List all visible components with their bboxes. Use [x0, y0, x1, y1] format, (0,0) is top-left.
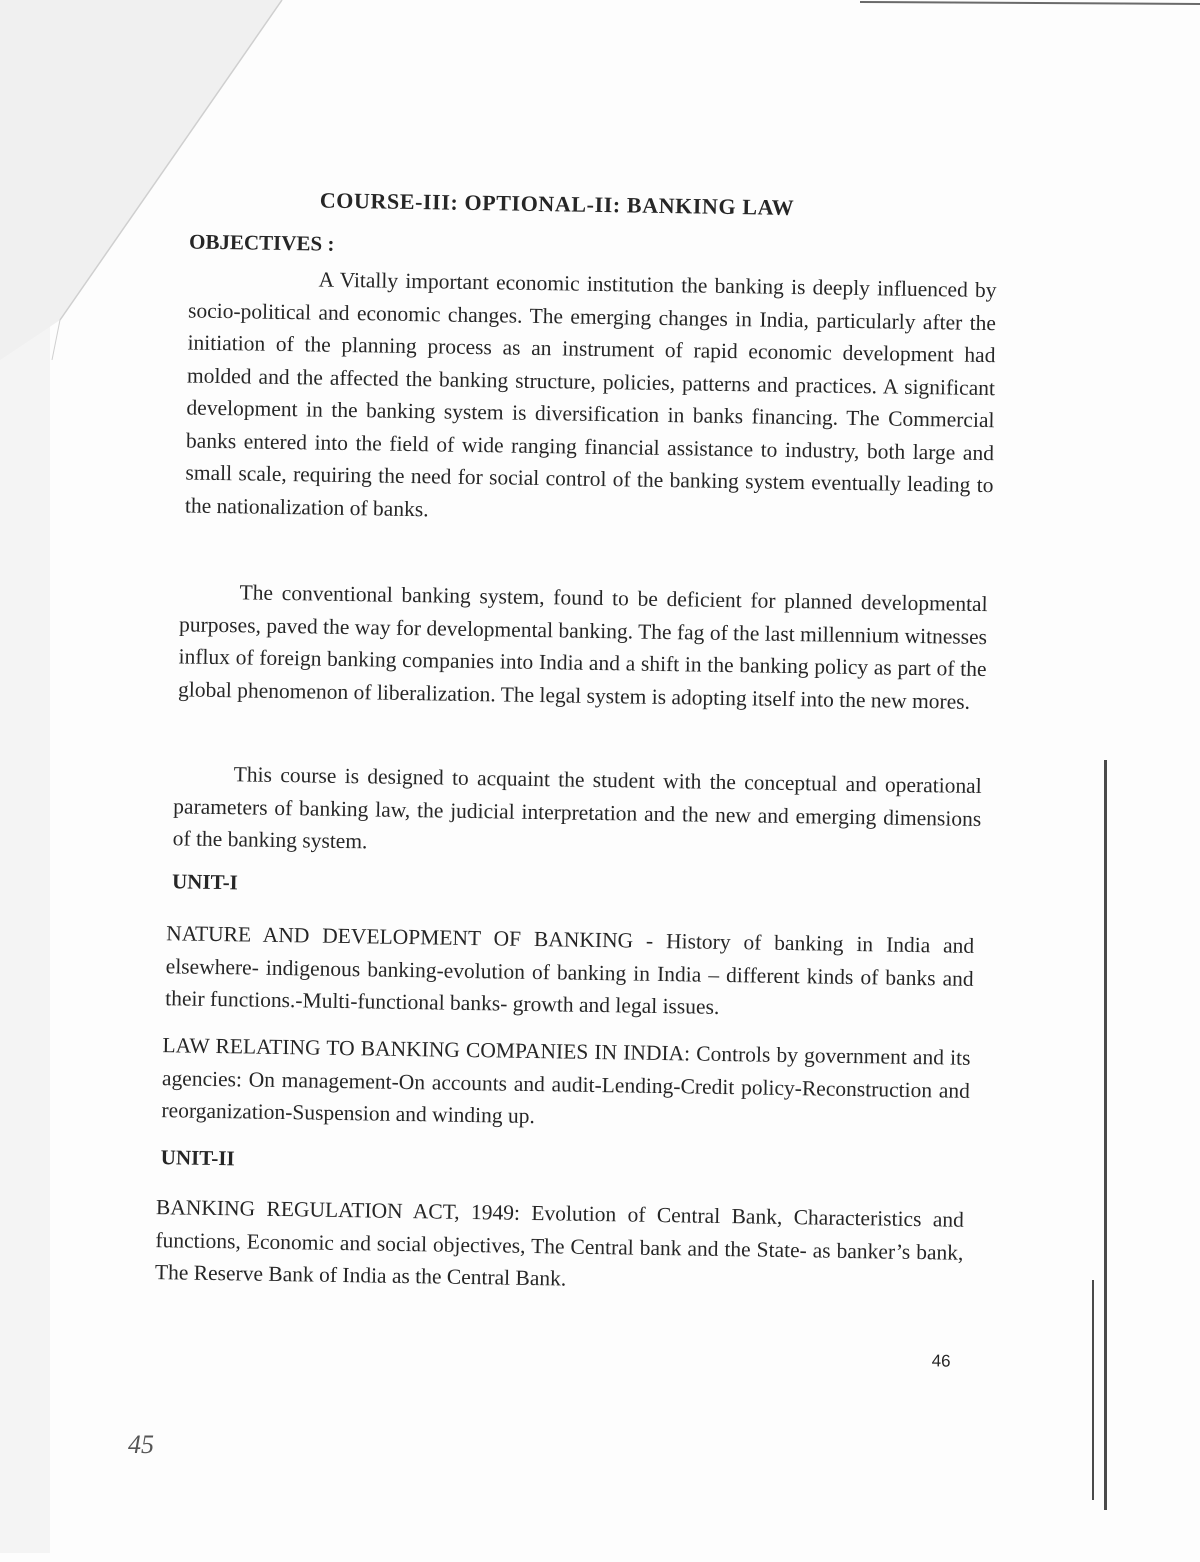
- objectives-heading: OBJECTIVES :: [188, 229, 335, 256]
- unit-1-heading: UNIT-I: [171, 869, 239, 895]
- unit-1-paragraph: NATURE AND DEVELOPMENT OF BANKING - History of banking in India and elsewhere- indigenous banking-evolution of banking in India – different kinds of banks and their functions.-Multi-functional banks- growth and legal issues.: [165, 921, 975, 1019]
- handwritten-mark: 45: [128, 1430, 154, 1459]
- unit-2-paragraph: BANKING REGULATION ACT, 1949: Evolution of Central Bank, Characteristics and functions, Economic and social objectives, The Central bank and the State- as banker’s bank, The Reserve Bank of India as the Central Bank.: [154, 1195, 965, 1291]
- objective-paragraph: The conventional banking system, found to be deficient for planned developmental purposes, paved the way for developmental banking. The fag of the last millennium witnesses influx of foreign banking companies into India and a shift in the banking policy as part of the global phenomenon of liberalization. The legal system is adopting itself into the new mores.: [177, 580, 988, 714]
- course-title: COURSE-III: OPTIONAL-II: BANKING LAW: [319, 187, 795, 220]
- unit-1-paragraph: LAW RELATING TO BANKING COMPANIES IN INDIA: Controls by government and its agencies: On management-On accounts and audit-Lending-Credit policy-Reconstruction and reorganization-Suspension and winding up.: [161, 1033, 971, 1129]
- objective-paragraph: A Vitally important economic institution the banking is deeply influenced by socio-political and economic changes. The emerging changes in India, particularly after the initiation of the planning process as an instrument of rapid economic development had molded and the affected the banking structure, policies, patterns and practices. A significant development in the banking system is diversification in banks financing. The Commercial banks entered into the field of wide ranging financial assistance to industry, both large and small scale, requiring the need for social control of the banking system eventually leading to the nationalization of banks.: [184, 267, 997, 521]
- page-number: 46: [931, 1351, 951, 1371]
- unit-2-heading: UNIT-II: [160, 1145, 235, 1171]
- objective-paragraph: This course is designed to acquaint the student with the conceptual and operational parameters of banking law, the judicial interpretation and the new and emerging dimensions of the banking system.: [172, 762, 982, 854]
